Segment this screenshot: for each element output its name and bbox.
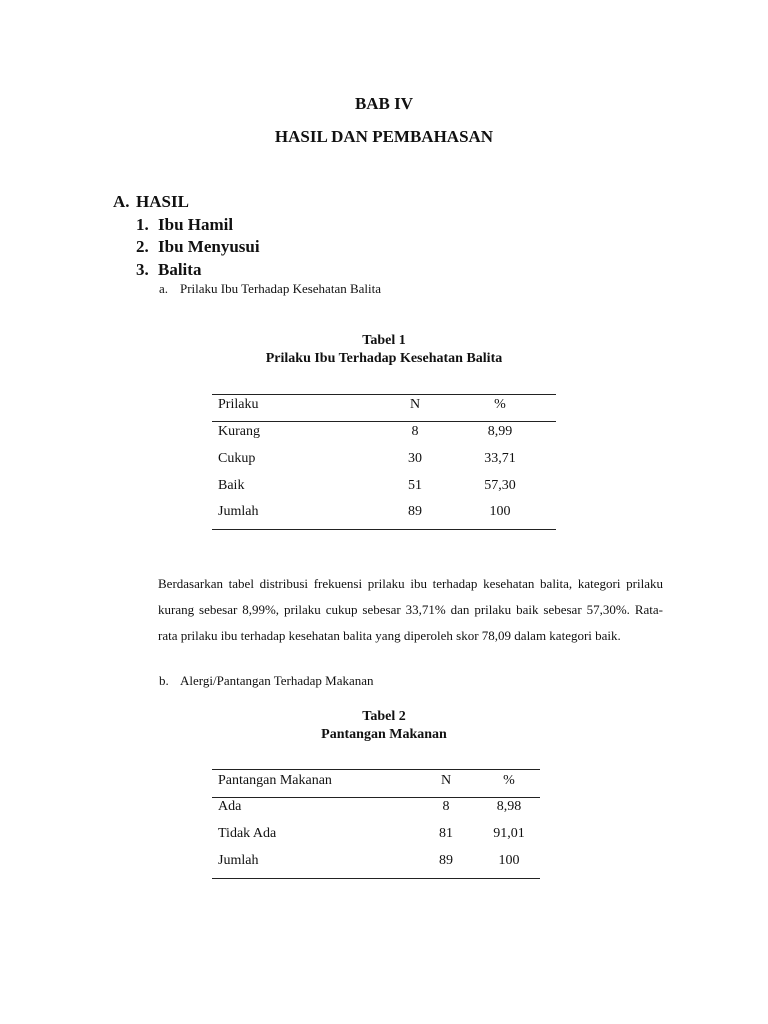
table-cell: Tidak Ada: [218, 826, 277, 841]
table-cell: Baik: [218, 478, 245, 493]
table-cell: 100: [489, 504, 511, 519]
paragraph-line: kurang sebesar 8,99%, prilaku cukup sebesar 33,71% dan prilaku baik sebesar 57,30%. Rata-: [158, 602, 663, 617]
table-title: Pantangan Makanan: [321, 727, 447, 742]
table-top-rule: [212, 394, 556, 395]
section-label: A.: [113, 192, 130, 211]
table-cell: Cukup: [218, 451, 256, 466]
table-cell: 8: [411, 424, 419, 439]
table-cell: 57,30: [484, 478, 516, 493]
table-cell: 8,99: [487, 424, 513, 439]
table-cell: 81: [439, 826, 453, 841]
table-header: %: [494, 397, 506, 412]
list-item-label: Ibu Menyusui: [158, 237, 260, 256]
table-title: Prilaku Ibu Terhadap Kesehatan Balita: [265, 351, 503, 366]
subsection-label: a.: [159, 281, 169, 296]
table-header-rule: [212, 797, 540, 798]
table-cell: 30: [408, 451, 422, 466]
list-item-number: 1.: [136, 215, 149, 234]
list-item-label: Balita: [158, 260, 202, 279]
table-header: N: [440, 773, 452, 788]
table-header-rule: [212, 421, 556, 422]
table-bottom-rule: [212, 529, 556, 530]
table-header: Pantangan Makanan: [218, 773, 332, 788]
table-header: N: [409, 397, 421, 412]
table-top-rule: [212, 769, 540, 770]
list-item-number: 2.: [136, 237, 149, 256]
table-cell: 51: [408, 478, 422, 493]
subsection-title: Prilaku Ibu Terhadap Kesehatan Balita: [180, 281, 382, 296]
table-header: Prilaku: [218, 397, 259, 412]
table-cell: 89: [439, 853, 453, 868]
table-cell: Jumlah: [218, 504, 259, 519]
table-cell: 8,98: [496, 799, 522, 814]
paragraph-line: rata prilaku ibu terhadap kesehatan balita yang diperoleh skor 78,09 dalam kategori baik.: [158, 628, 621, 643]
subsection-label: b.: [159, 673, 169, 688]
subsection-title: Alergi/Pantangan Terhadap Makanan: [180, 673, 374, 688]
table-cell: 100: [498, 853, 520, 868]
table-cell: 33,71: [484, 451, 516, 466]
table-cell: Kurang: [218, 424, 260, 439]
list-item-label: Ibu Hamil: [158, 215, 234, 234]
table-cell: 89: [408, 504, 422, 519]
table-number: Tabel 2: [362, 709, 406, 724]
paragraph-line: Berdasarkan tabel distribusi frekuensi prilaku ibu terhadap kesehatan balita, kategori prilaku: [158, 576, 663, 591]
body-paragraph: [158, 571, 663, 649]
table-cell: Ada: [218, 799, 242, 814]
table-cell: Jumlah: [218, 853, 259, 868]
table-header: %: [503, 773, 515, 788]
table-number: Tabel 1: [362, 333, 406, 348]
section-title: HASIL: [136, 192, 189, 211]
table-cell: 91,01: [493, 826, 525, 841]
list-item-number: 3.: [136, 260, 149, 279]
table-bottom-rule: [212, 878, 540, 879]
chapter-heading: BAB IV: [354, 94, 414, 113]
chapter-title: HASIL DAN PEMBAHASAN: [274, 127, 494, 146]
table-cell: 8: [442, 799, 450, 814]
